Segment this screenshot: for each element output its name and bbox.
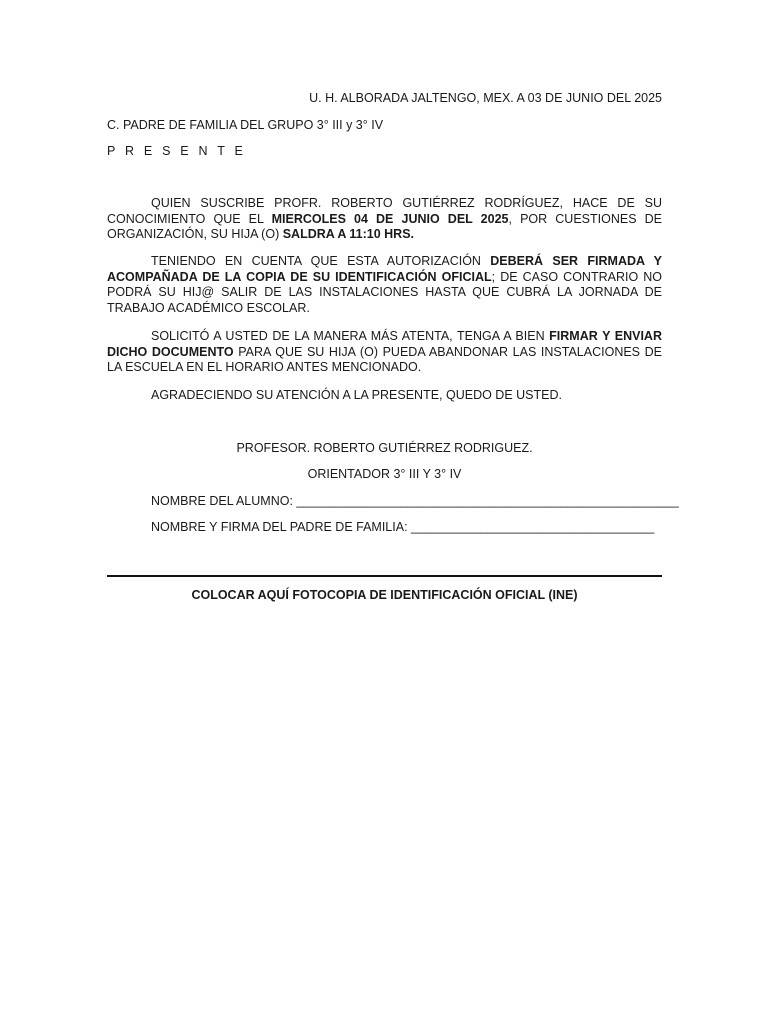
place-date: U. H. ALBORADA JALTENGO, MEX. A 03 DE JUNIO DEL 2025 <box>309 91 662 105</box>
p2-text-1: TENIENDO EN CUENTA QUE ESTA AUTORIZACIÓN <box>151 254 491 268</box>
p2-text-2: ; DE CASO CONTRARIO NO PODRÁ SU HIJ@ SALIR DE LAS INSTALACIONES HASTA QUE CUBRÁ LA JORNADA DE TRABAJO ACADÉMICO ESCOLAR. <box>107 269 662 315</box>
p3-bold: FIRMAR Y ENVIAR DICHO DOCUMENTO <box>107 329 662 359</box>
p1-text-2: , POR CUESTIONES DE ORGANIZACIÓN, SU HIJA (O) <box>107 211 662 241</box>
id-photocopy-label: COLOCAR AQUÍ FOTOCOPIA DE IDENTIFICACIÓN OFICIAL (INE) <box>191 588 578 602</box>
student-name-field: NOMBRE DEL ALUMNO: _______________________________________________________ <box>151 494 679 508</box>
p3-text-1: SOLICITÓ A USTED DE LA MANERA MÁS ATENTA, TENGA A BIEN <box>151 329 550 343</box>
paragraph-3 <box>107 329 662 376</box>
p4-text: AGRADECIENDO SU ATENCIÓN A LA PRESENTE, QUEDO DE USTED. <box>151 388 562 402</box>
signature-name: PROFESOR. ROBERTO GUTIÉRREZ RODRIGUEZ. <box>236 441 533 455</box>
paragraph-4 <box>107 388 662 404</box>
p1-text-1: QUIEN SUSCRIBE PROFR. ROBERTO GUTIÉRREZ RODRÍGUEZ, HACE DE SU CONOCIMIENTO QUE EL <box>107 196 662 226</box>
p1-time: SALDRA A 11:10 HRS. <box>282 227 414 241</box>
divider-line <box>107 575 662 577</box>
p3-text-2: PARA QUE SU HIJA (O) PUEDA ABANDONAR LAS INSTALACIONES DE LA ESCUELA EN EL HORARIO ANTES MENCIONADO. <box>107 344 662 374</box>
presente: P R E S E N T E <box>107 144 247 158</box>
p1-date: MIERCOLES 04 DE JUNIO DEL 2025 <box>271 211 509 226</box>
paragraph-2 <box>107 254 662 316</box>
p2-bold: DEBERÁ SER FIRMADA Y ACOMPAÑADA DE LA COPIA DE SU IDENTIFICACIÓN OFICIAL <box>107 254 662 284</box>
parent-signature-field: NOMBRE Y FIRMA DEL PADRE DE FAMILIA: ___________________________________ <box>151 520 655 534</box>
paragraph-1 <box>107 196 662 243</box>
signature-role: ORIENTADOR 3° III Y 3° IV <box>307 467 462 481</box>
recipient: C. PADRE DE FAMILIA DEL GRUPO 3° III y 3° IV <box>107 118 384 132</box>
